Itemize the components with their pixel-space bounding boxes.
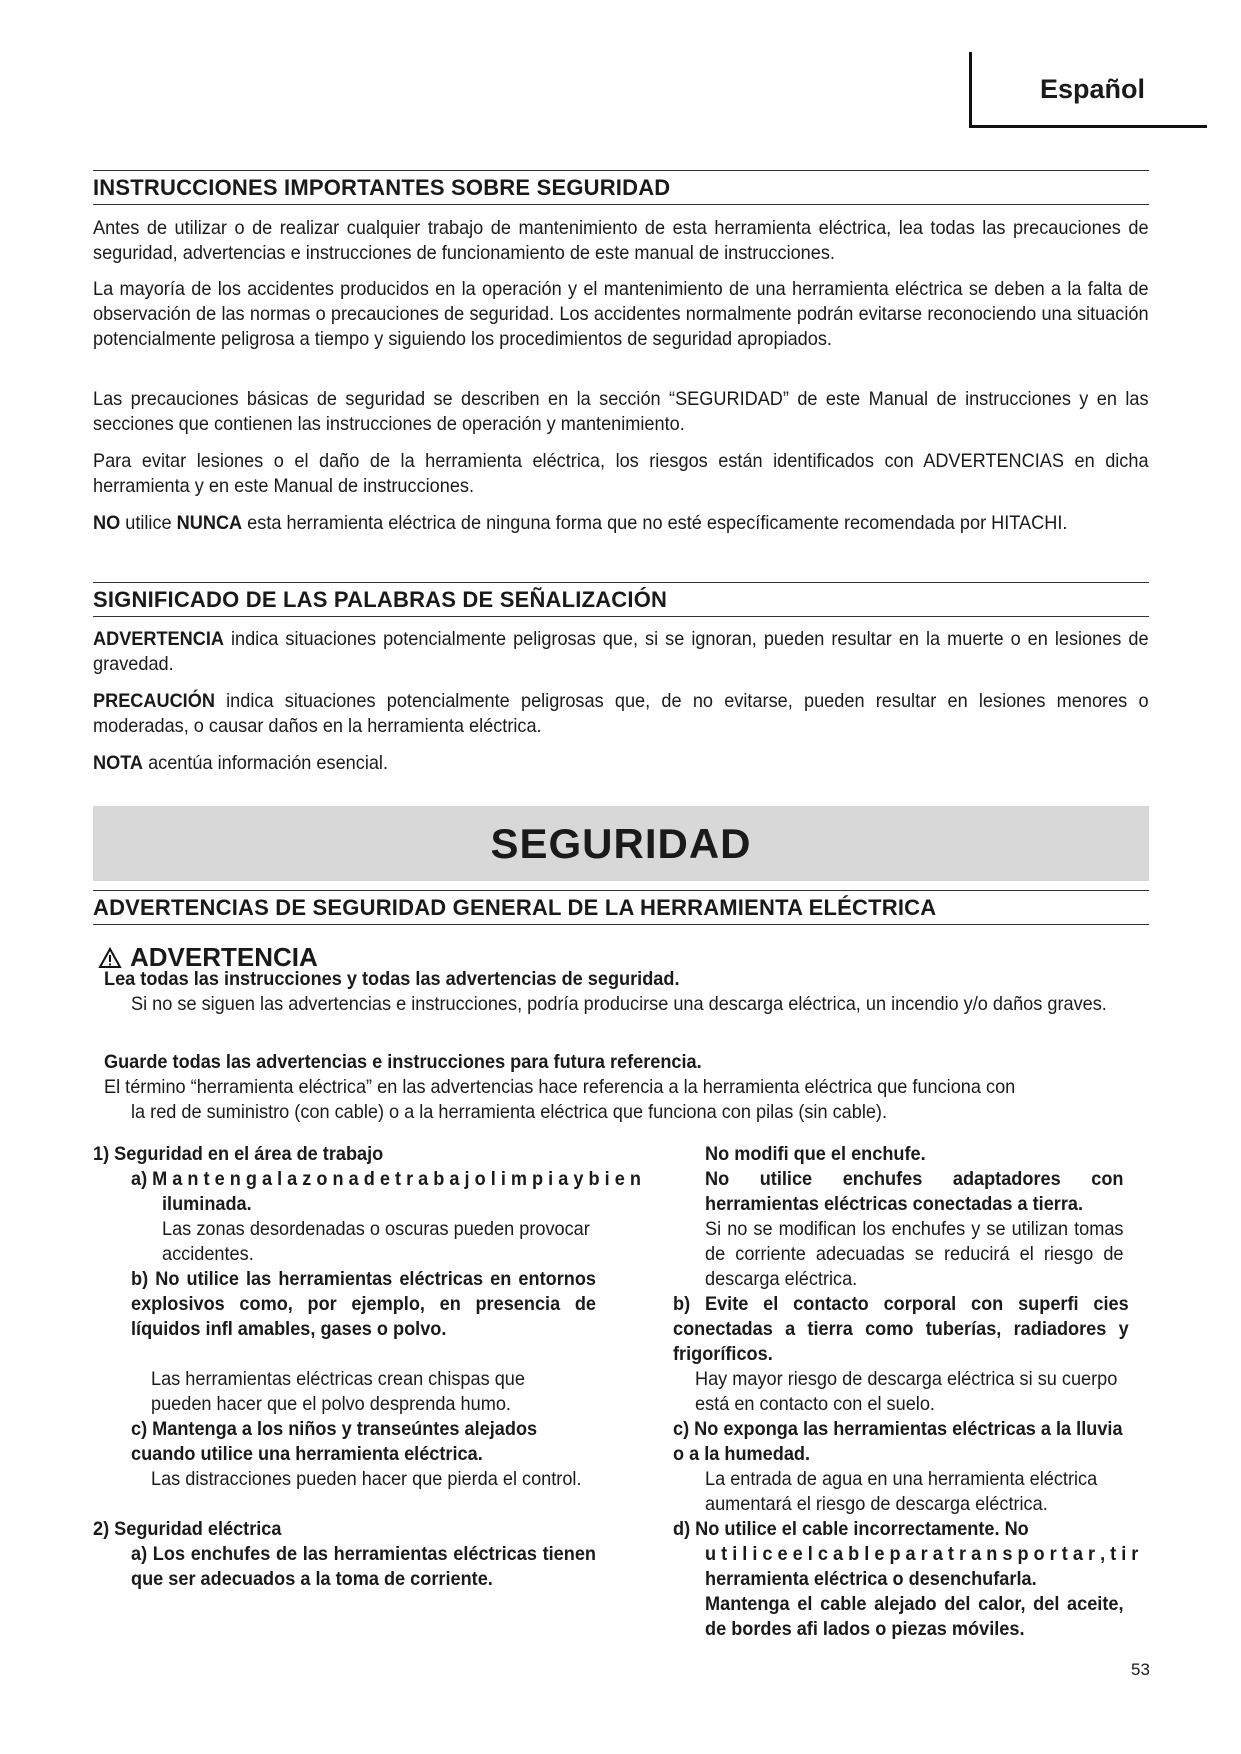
- right-d-heading-3: herramienta eléctrica o desenchufarla.: [705, 1568, 1037, 1590]
- precaucion-definition: [93, 689, 1149, 739]
- precaucion-text: indica situaciones potencialmente peligrosas que, de no evitarse, pueden resultar en lesiones menores o moderadas, o causar daños en la herramienta eléctrica.: [93, 690, 1149, 737]
- electrical-heading: 2) Seguridad eléctrica: [93, 1518, 282, 1540]
- right-r1: No modifi que el enchufe.: [705, 1143, 926, 1165]
- paragraph-5: [93, 511, 1149, 536]
- left-2a-heading: a) Los enchufes de las herramientas eléctricas tienen que ser adecuados a la toma de corriente.: [131, 1543, 596, 1590]
- keep-heading: Guarde todas las advertencias e instrucciones para futura referencia.: [104, 1051, 702, 1073]
- nota-definition: [93, 751, 1149, 776]
- right-r3: Si no se modifican los enchufes y se utilizan tomas de corriente adecuadas se reducirá el riesgo de descarga eléctrica.: [705, 1218, 1124, 1290]
- right-d-heading-2: u t i l i c e e l c a b l e p a r a t r a n s p o r t a r , t i r: [705, 1543, 1139, 1565]
- nota-label: NOTA: [93, 752, 144, 774]
- left-b-heading: b) No utilice las herramientas eléctricas en entornos explosivos como, por ejemplo, en presencia de líquidos infl amables, gases o polvo.: [131, 1268, 596, 1340]
- right-r2: No utilice enchufes adaptadores con herramientas eléctricas conectadas a tierra.: [705, 1168, 1124, 1215]
- nunca-label: NUNCA: [176, 512, 243, 534]
- left-b-text: Las herramientas eléctricas crean chispas que pueden hacer que el polvo desprenda humo.: [151, 1368, 525, 1415]
- right-d-heading: d) No utilice el cable incorrectamente. No: [673, 1518, 1029, 1540]
- left-a-heading-2: iluminada.: [162, 1193, 252, 1215]
- right-b-heading: b) Evite el contacto corporal con superfi cies conectadas a tierra como tuberías, radiadores y frigoríficos.: [673, 1293, 1129, 1365]
- warning-triangle-icon: [98, 947, 122, 969]
- warning-title-text: ADVERTENCIA: [130, 942, 318, 972]
- paragraph-4: Para evitar lesiones o el daño de la herramienta eléctrica, los riesgos están identificados con ADVERTENCIAS en dicha herramienta y en este Manual de instrucciones.: [93, 450, 1149, 497]
- keep-detail-2: la red de suministro (con cable) o a la herramienta eléctrica que funciona con pilas (sin cable).: [131, 1101, 888, 1123]
- seguridad-banner: SEGURIDAD: [93, 806, 1149, 881]
- page-number: 53: [1131, 1660, 1150, 1679]
- read-all-heading: Lea todas las instrucciones y todas las advertencias de seguridad.: [104, 968, 680, 990]
- right-d-heading-4: Mantenga el cable alejado del calor, del aceite, de bordes afi lados o piezas móviles.: [705, 1593, 1124, 1640]
- nota-text: acentúa información esencial.: [143, 752, 388, 774]
- right-c-heading: c) No exponga las herramientas eléctricas a la lluvia o a la humedad.: [673, 1418, 1123, 1465]
- paragraph-2: La mayoría de los accidentes producidos en la operación y el mantenimiento de una herramienta eléctrica se deben a la falta de observación de las normas o precauciones de seguridad. Los accidentes normalmente podrán evitarse reconociendo una situación potencialmente peligrosa a tiempo y siguiendo los procedimientos de seguridad apropiados.: [93, 278, 1149, 350]
- paragraph-3: Las precauciones básicas de seguridad se describen en la sección “SEGURIDAD” de este Manual de instrucciones y en las secciones que contienen las instrucciones de operación y mantenimiento.: [93, 388, 1149, 435]
- section-heading-instrucciones: INSTRUCCIONES IMPORTANTES SOBRE SEGURIDAD: [93, 170, 1149, 205]
- left-a-heading: a) M a n t e n g a l a z o n a d e t r a b a j o l i m p i a y b i e n: [131, 1168, 641, 1190]
- left-a-text: Las zonas desordenadas o oscuras pueden provocar accidentes.: [162, 1218, 590, 1265]
- read-all-detail: Si no se siguen las advertencias e instrucciones, podría producirse una descarga eléctrica, un incendio y/o daños graves.: [131, 993, 1107, 1015]
- advertencia-label: ADVERTENCIA: [93, 628, 224, 650]
- paragraph-1: Antes de utilizar o de realizar cualquier trabajo de mantenimiento de esta herramienta eléctrica, lea todas las precauciones de seguridad, advertencias e instrucciones de funcionamiento de este manual de instrucciones.: [93, 217, 1149, 264]
- section-heading-significado: SIGNIFICADO DE LAS PALABRAS DE SEÑALIZACIÓN: [93, 582, 1149, 617]
- left-c-heading: c) Mantenga a los niños y transeúntes alejados cuando utilice una herramienta eléctrica.: [131, 1418, 538, 1465]
- precaucion-label: PRECAUCIÓN: [93, 690, 215, 712]
- section-heading-advertencias: ADVERTENCIAS DE SEGURIDAD GENERAL DE LA HERRAMIENTA ELÉCTRICA: [93, 890, 1149, 925]
- p5-text-b: esta herramienta eléctrica de ninguna forma que no esté específicamente recomendada por HITACHI.: [242, 512, 1068, 534]
- work-area-heading: 1) Seguridad en el área de trabajo: [93, 1143, 384, 1165]
- advertencia-text: indica situaciones potencialmente peligrosas que, si se ignoran, pueden resultar en la muerte o en lesiones de gravedad.: [93, 628, 1149, 675]
- language-tab: [969, 52, 1207, 128]
- advertencia-definition: [93, 627, 1149, 677]
- keep-detail-1: El término “herramienta eléctrica” en las advertencias hace referencia a la herramienta eléctrica que funciona con: [104, 1076, 1016, 1098]
- right-c-text: La entrada de agua en una herramienta eléctrica aumentará el riesgo de descarga eléctrica.: [705, 1468, 1098, 1515]
- no-label: NO: [93, 512, 121, 534]
- left-c-text: Las distracciones pueden hacer que pierda el control.: [151, 1468, 582, 1490]
- language-label: Español: [1039, 74, 1145, 104]
- p5-text-a: utilice: [120, 512, 177, 534]
- right-b-text: Hay mayor riesgo de descarga eléctrica si su cuerpo está en contacto con el suelo.: [695, 1368, 1118, 1415]
